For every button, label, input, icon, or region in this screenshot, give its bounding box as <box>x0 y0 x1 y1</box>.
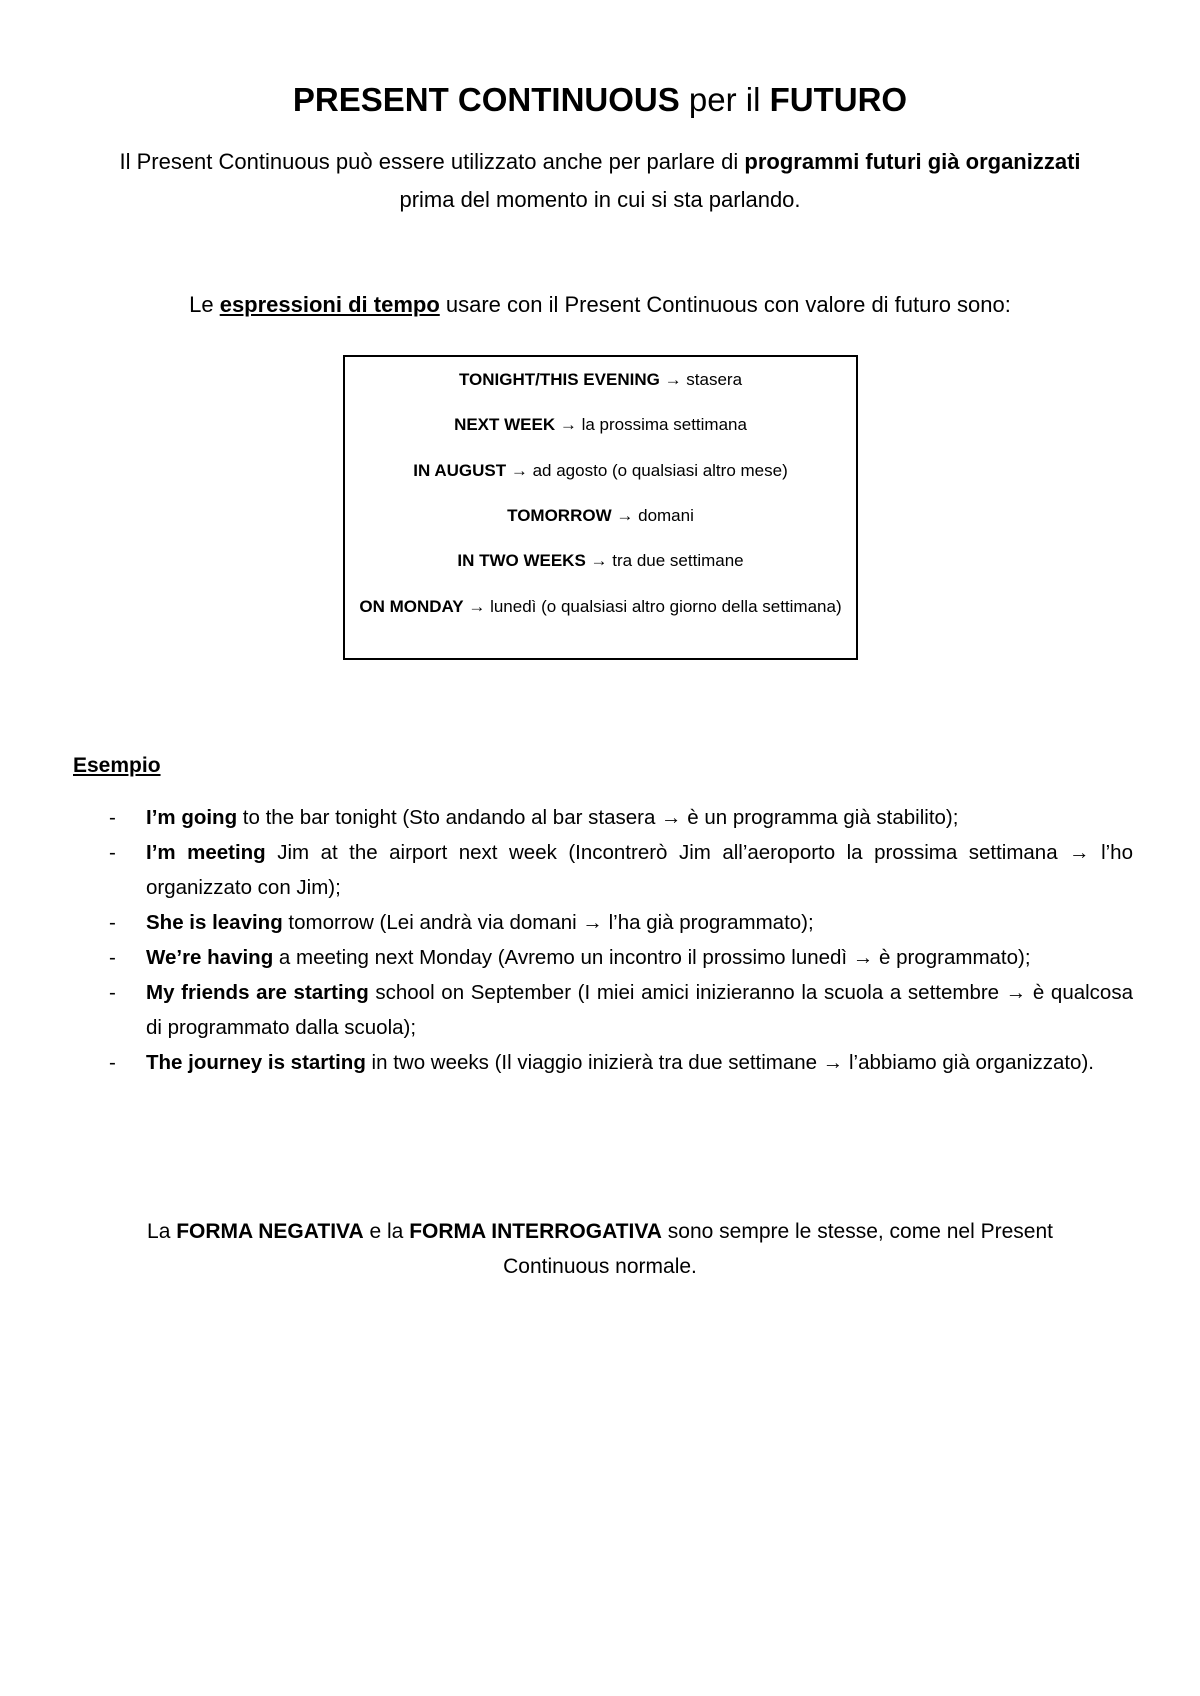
time-expression-row <box>345 456 856 485</box>
expressions-intro-start: Le <box>189 292 220 317</box>
example-item <box>103 940 1133 975</box>
time-expression-row <box>345 546 856 575</box>
example-text: to the bar tonight (Sto andando al bar stasera → è un programma già stabilito); <box>237 806 959 829</box>
example-text: a meeting next Monday (Avremo un incontro il prossimo lunedì → è programmato); <box>273 946 1031 969</box>
example-heading: Esempio <box>73 754 161 777</box>
time-expression-meaning: la prossima settimana <box>581 415 747 434</box>
closing-bold-negative: FORMA NEGATIVA <box>176 1220 364 1243</box>
time-expression-row <box>345 501 856 530</box>
dash-bullet: - <box>109 946 116 969</box>
closing-text: e la <box>363 1220 410 1243</box>
example-item <box>103 975 1133 1045</box>
example-item <box>103 905 1133 940</box>
time-expression-term: IN TWO WEEKS <box>457 551 586 570</box>
example-bold-verb: I’m going <box>146 806 238 829</box>
example-bold-verb: We’re having <box>146 946 274 969</box>
expressions-intro-end: usare con il Present Continuous con valore di futuro sono: <box>439 292 1011 317</box>
arrow-right-icon: → <box>468 597 486 616</box>
intro-bold-phrase: programmi futuri già organizzati <box>744 149 1081 174</box>
example-item <box>103 1045 1133 1080</box>
closing-bold-interrogative: FORMA INTERROGATIVA <box>409 1220 662 1243</box>
dash-bullet: - <box>109 1051 116 1074</box>
arrow-right-icon: → <box>664 370 682 389</box>
dash-bullet: - <box>109 911 116 934</box>
time-expression-row <box>345 365 856 394</box>
example-bold-verb: The journey is starting <box>146 1051 366 1074</box>
expressions-intro <box>0 290 1200 320</box>
example-list <box>103 800 1133 1080</box>
dash-bullet: - <box>109 806 116 829</box>
time-expression-meaning: tra due settimane <box>612 551 744 570</box>
example-item <box>103 800 1133 835</box>
example-text: in two weeks (Il viaggio inizierà tra due settimane → l’abbiamo già organizzato). <box>365 1051 1094 1074</box>
closing-text: La <box>147 1220 177 1243</box>
intro-text-start: Il Present Continuous può essere utilizzato anche per parlare di <box>119 149 745 174</box>
closing-paragraph <box>100 1214 1100 1284</box>
arrow-right-icon: → <box>616 506 634 525</box>
title-bold-present-continuous: PRESENT CONTINUOUS <box>292 81 680 118</box>
expressions-intro-underlined: espressioni di tempo <box>219 292 440 317</box>
example-text: school on September (I miei amici inizieranno la scuola a settembre → è qualcosa di programmato dalla scuola); <box>146 981 1133 1039</box>
arrow-right-icon: → <box>590 551 608 570</box>
arrow-right-icon: → <box>510 461 528 480</box>
example-bold-verb: She is leaving <box>146 911 283 934</box>
time-expression-row <box>345 410 856 439</box>
time-expression-meaning: ad agosto (o qualsiasi altro mese) <box>532 461 788 480</box>
example-bold-verb: My friends are starting <box>146 981 369 1004</box>
page-title <box>0 78 1200 122</box>
example-text: Jim at the airport next week (Incontrerò Jim all’aeroporto la prossima settimana → l’ho organizzato con Jim); <box>146 841 1133 899</box>
title-connector: per il <box>679 81 770 118</box>
dash-bullet: - <box>109 981 116 1004</box>
time-expression-term: TONIGHT/THIS EVENING <box>458 370 660 389</box>
time-expression-meaning: stasera <box>686 370 743 389</box>
example-text: tomorrow (Lei andrà via domani → l’ha già programmato); <box>282 911 814 934</box>
dash-bullet: - <box>109 841 116 864</box>
time-expression-term: NEXT WEEK <box>454 415 556 434</box>
closing-text: sono sempre le stesse, come nel Present Continuous normale. <box>503 1220 1053 1278</box>
time-expression-row <box>345 592 856 621</box>
time-expressions-box <box>343 355 858 660</box>
arrow-right-icon: → <box>559 415 577 434</box>
example-item <box>103 835 1133 905</box>
example-bold-verb: I’m meeting <box>146 841 266 864</box>
intro-paragraph <box>100 143 1100 219</box>
intro-text-end: prima del momento in cui si sta parlando. <box>399 187 801 212</box>
time-expression-term: ON MONDAY <box>359 597 464 616</box>
title-bold-futuro: FUTURO <box>769 81 908 118</box>
time-expression-term: IN AUGUST <box>413 461 507 480</box>
time-expression-meaning: domani <box>638 506 694 525</box>
time-expression-meaning: lunedì (o qualsiasi altro giorno della settimana) <box>490 597 842 616</box>
time-expression-term: TOMORROW <box>507 506 612 525</box>
